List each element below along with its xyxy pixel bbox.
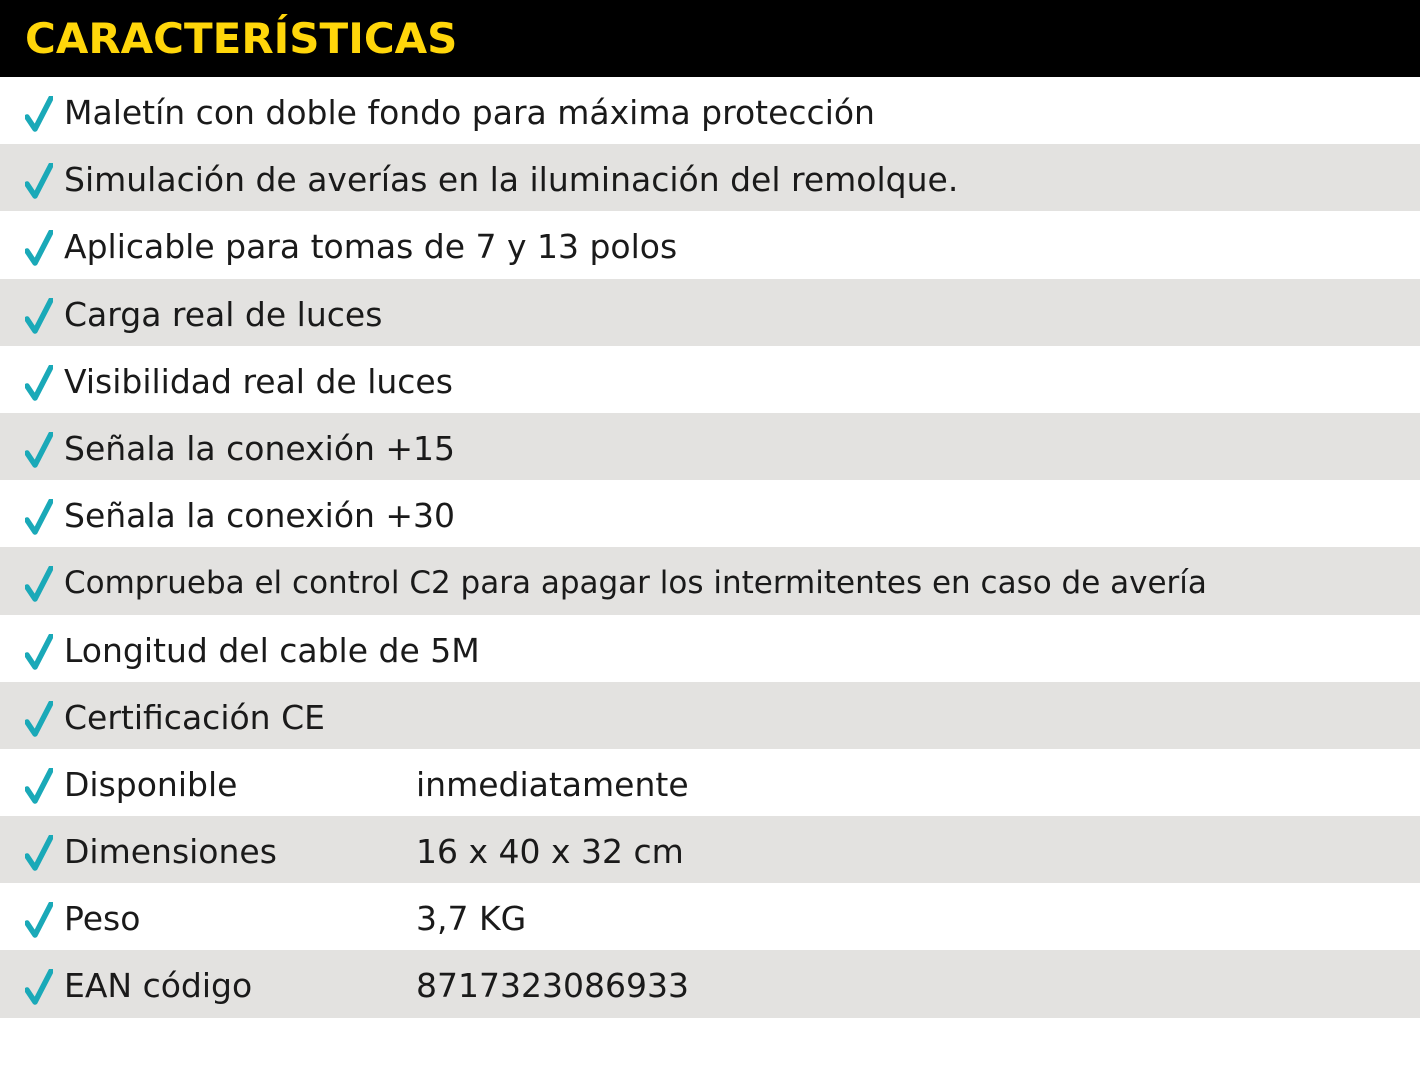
feature-label: Longitud del cable de 5M xyxy=(64,630,480,670)
feature-label: Aplicable para tomas de 7 y 13 polos xyxy=(64,227,678,267)
feature-label: Maletín con doble fondo para máxima protección xyxy=(64,93,875,132)
feature-label: Señala la conexión +15 xyxy=(64,428,456,468)
feature-row xyxy=(0,144,1420,211)
feature-row xyxy=(0,615,1420,682)
features-list xyxy=(0,77,1420,1018)
checkmark-icon xyxy=(25,163,53,199)
spec-row-ean xyxy=(0,950,1420,1017)
spec-value: 16 x 40 x 32 cm xyxy=(416,832,684,872)
spec-label: Dimensiones xyxy=(64,832,277,872)
spec-row-dimensiones xyxy=(0,816,1420,883)
feature-row xyxy=(0,346,1420,413)
feature-label: Señala la conexión +30 xyxy=(64,496,456,536)
checkmark-icon xyxy=(25,298,53,334)
checkmark-icon xyxy=(25,902,53,938)
spec-value: inmediatamente xyxy=(416,764,689,804)
feature-label: Certificación CE xyxy=(64,697,325,737)
spec-row-peso xyxy=(0,883,1420,950)
feature-label: Comprueba el control C2 para apagar los intermitentes en caso de avería xyxy=(64,565,1207,602)
feature-row xyxy=(0,413,1420,480)
feature-label: Visibilidad real de luces xyxy=(64,361,453,401)
header-bar xyxy=(0,0,1420,77)
spec-label: Peso xyxy=(64,899,141,939)
feature-row xyxy=(0,77,1420,144)
checkmark-icon xyxy=(25,432,53,468)
spec-label: EAN código xyxy=(64,966,253,1006)
checkmark-icon xyxy=(25,499,53,535)
feature-row xyxy=(0,279,1420,346)
checkmark-icon xyxy=(25,365,53,401)
checkmark-icon xyxy=(25,96,53,132)
checkmark-icon xyxy=(25,835,53,871)
page-title: CARACTERÍSTICAS xyxy=(25,14,458,63)
feature-row xyxy=(0,480,1420,547)
feature-row xyxy=(0,211,1420,278)
spec-label: Disponible xyxy=(64,764,238,804)
checkmark-icon xyxy=(25,566,53,602)
feature-label: Simulación de averías en la iluminación del remolque. xyxy=(64,160,959,200)
checkmark-icon xyxy=(25,701,53,737)
spec-value: 3,7 KG xyxy=(416,899,527,939)
checkmark-icon xyxy=(25,768,53,804)
spec-row-disponible xyxy=(0,749,1420,816)
checkmark-icon xyxy=(25,969,53,1005)
feature-row xyxy=(0,547,1420,614)
checkmark-icon xyxy=(25,230,53,266)
feature-label: Carga real de luces xyxy=(64,294,383,334)
spec-value: 8717323086933 xyxy=(416,966,689,1006)
feature-row xyxy=(0,682,1420,749)
checkmark-icon xyxy=(25,634,53,670)
